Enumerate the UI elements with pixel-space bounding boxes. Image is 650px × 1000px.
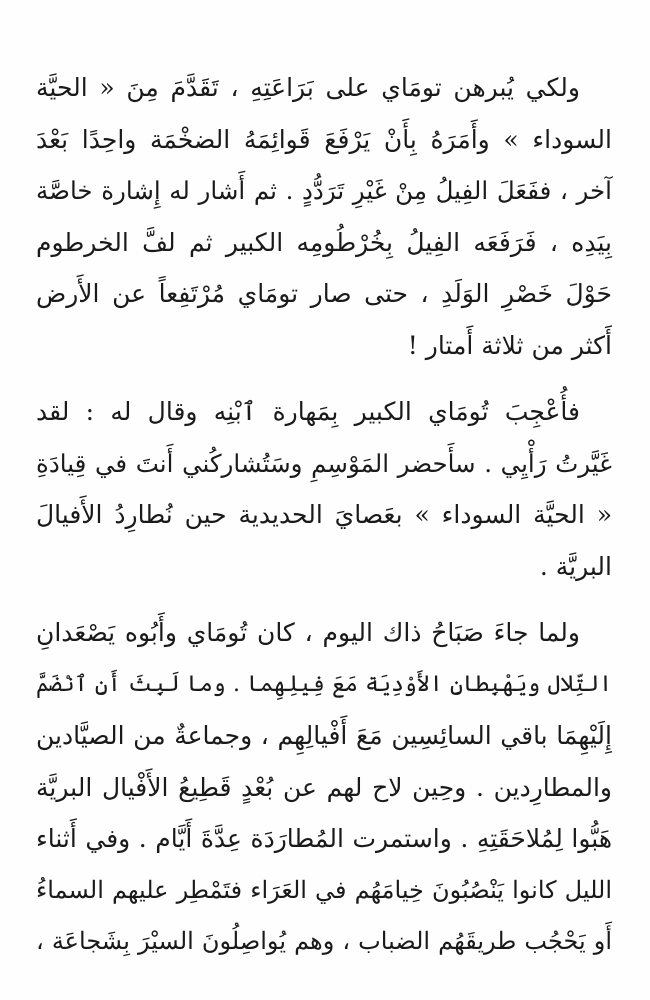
text-line: « الحيَّة السوداء » بعَصايَ الحديدية حين نُطارِدُ الأَفيالَ bbox=[36, 500, 612, 529]
text-line: بِيَدِه ، فَرَفَعَه الفِيلُ بِخُرْطُومِه الكبير ثم لفَّ الخرطوم bbox=[36, 227, 612, 257]
text-line: فأُعْجِبَ تُومَاي الكبير بِمَهارة ٱبْنِه وقال له : لقد bbox=[36, 397, 580, 426]
text-line: هَبُّوا لِمُلاحَقَتِهِ . واستمرت المُطارَدَة عِدَّةَ أَيَّام . وفي أَثناء bbox=[36, 824, 612, 853]
text-line: والمطارِدين . وحِين لاح لهم عن بُعْدٍ قَطِيعُ الأَفْيال البريَّة bbox=[36, 772, 612, 802]
text-line: البريَّة . bbox=[539, 551, 612, 581]
text-line: آخر ، ففَعَلَ الفِيلُ مِنْ غَيْرِ تَرَدُّدٍ . ثم أَشار له إِشارة خاصَّة bbox=[36, 176, 612, 205]
text-line: غَيَّرتُ رَأْيِي . سأَحضر المَوْسِمِ وسَتُشاركُني أَنتَ في قِيادَةِ bbox=[36, 448, 612, 478]
paragraph-spacer bbox=[36, 592, 612, 607]
paragraph-1 bbox=[36, 62, 612, 371]
paragraph-3 bbox=[36, 607, 612, 968]
text-line: إِلَيْهِمَا باقي السائِسِين مَعَ أَفْيالِهِم ، وجماعةٌ من الصيَّادين bbox=[36, 721, 612, 750]
text-line: السوداء » وأَمَرَهُ بِأَنْ يَرْفَعَ قَوائِمَهُ الضخْمَة واحِدًا بَعْدَ bbox=[36, 124, 612, 154]
text-line: حَوْلَ خَصْرِ الوَلَدِ ، حتى صار تومَاي مُرْتَفِعاً عن الأَرض bbox=[36, 279, 612, 308]
text-line: التِّلال ويَهْبِطانِ الأَوْدِيَة مَعَ فِيلِهِما . وما لَبِثَ أَنِ ٱنْضَمَّ bbox=[36, 671, 612, 697]
paragraph-2 bbox=[36, 386, 612, 592]
text-line: أَكثر من ثلاثة أَمتار ! bbox=[407, 330, 612, 360]
paragraph-spacer bbox=[36, 371, 612, 386]
text-line: ولما جاءَ صَبَاحُ ذاك اليوم ، كان تُومَاي وأَبُوه يَصْعَدانِ bbox=[36, 618, 580, 647]
text-line: ولكي يُبرهن تومَاي على بَرَاعَتِهِ ، تَقَدَّمَ مِنَ « الحيَّة bbox=[36, 73, 580, 102]
text-line: أَو يَحْجُب طريقَهُم الضباب ، وهم يُواصِلُونَ السيْرَ بِشَجاعَة ، bbox=[36, 927, 612, 955]
text-line: الليل كانوا يَنْصُبُونَ خِيامَهُم في العَرَاء فتَمْطِر عليهم السماءُ bbox=[36, 875, 612, 904]
